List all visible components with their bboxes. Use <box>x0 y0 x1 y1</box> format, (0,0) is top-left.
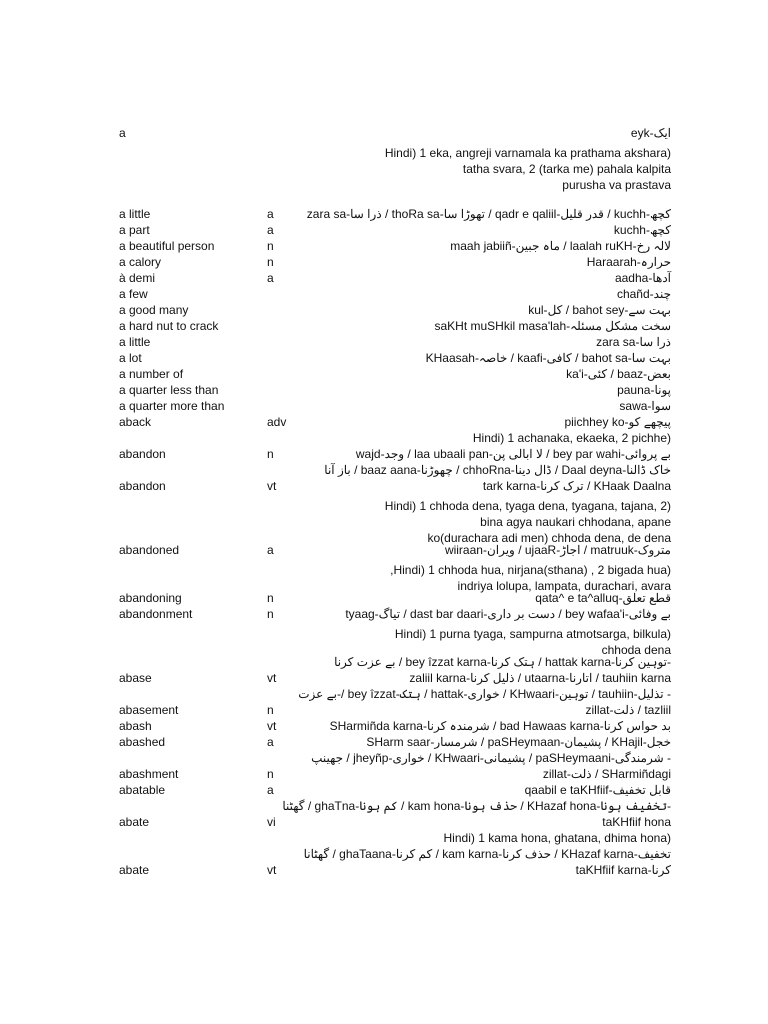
entry-part-of-speech: vt <box>267 719 277 733</box>
entry-word: abandon <box>119 479 166 493</box>
dictionary-entry <box>0 479 768 495</box>
entry-word: abasement <box>119 703 179 717</box>
entry-part-of-speech: n <box>267 591 274 605</box>
dictionary-entry <box>0 399 768 415</box>
dictionary-entry <box>0 831 768 847</box>
entry-word: a number of <box>119 367 184 381</box>
entry-word: a lot <box>119 351 142 365</box>
entry-definition-line: tatha svara, 2 (tarka me) pahala kalpita <box>462 162 671 176</box>
dictionary-entry <box>0 591 768 607</box>
entry-word: à demi <box>119 271 156 285</box>
entry-word: a <box>119 126 126 140</box>
dictionary-entry <box>0 383 768 399</box>
dictionary-entry <box>0 735 768 751</box>
dictionary-entry <box>0 799 768 815</box>
entry-word: abandoned <box>119 543 180 557</box>
dictionary-entry <box>0 303 768 319</box>
entry-definition-line: qaabil e taKHfiif-قابل تخفیف <box>524 783 671 797</box>
entry-definition-line: sawa-سوا <box>619 399 671 413</box>
entry-definition-line: piichhey ko-پیچھے کو <box>564 415 671 429</box>
dictionary-entry <box>0 783 768 799</box>
entry-part-of-speech: n <box>267 239 274 253</box>
entry-part-of-speech: n <box>267 767 274 781</box>
dictionary-entry <box>0 703 768 719</box>
dictionary-entry <box>0 655 768 671</box>
dictionary-entry <box>0 367 768 383</box>
entry-word: a beautiful person <box>119 239 215 253</box>
entry-definition-line: zara sa-ذرا سا <box>596 335 671 349</box>
entry-word: a quarter less than <box>119 383 219 397</box>
entry-definition-line: chhoda dena <box>601 643 671 657</box>
dictionary-entry <box>0 687 768 703</box>
entry-definition-line: pauna-پونا <box>617 383 671 397</box>
dictionary-entry <box>0 319 768 335</box>
entry-definition-line: Hindi) 1 chhoda dena, tyaga dena, tyagana, tajana, 2) <box>384 499 671 513</box>
entry-definition-line: kuchh-کچھ <box>613 223 671 237</box>
entry-word: a little <box>119 335 151 349</box>
entry-word: abandon <box>119 447 166 461</box>
entry-part-of-speech: n <box>267 255 274 269</box>
dictionary-entry <box>0 863 768 879</box>
entry-part-of-speech: adv <box>267 415 287 429</box>
entry-word: aback <box>119 415 152 429</box>
entry-definition-line: purusha va prastava <box>562 178 671 192</box>
dictionary-entry <box>0 671 768 687</box>
entry-definition-line: tyaag-تیاگ / dast bar daari-دست بر داری / bey wafaa'i-بے وفائی <box>345 607 671 621</box>
dictionary-entry <box>0 543 768 559</box>
dictionary-entry <box>0 207 768 223</box>
entry-definition-line: Haraarah-حرارہ <box>586 255 671 269</box>
entry-definition-line: ka'i-کئی / baaz-بعض <box>566 367 671 381</box>
dictionary-entry <box>0 751 768 767</box>
dictionary-entry <box>0 146 768 194</box>
entry-word: abase <box>119 671 152 685</box>
entry-definition-line: Hindi) 1 achanaka, ekaeka, 2 pichhe) <box>472 431 671 445</box>
entry-part-of-speech: a <box>267 271 274 285</box>
entry-definition-line: گھٹانا / ghaTaana-کم کرنا / kam karna-حذف کرنا / KHazaf karna-تخفیف <box>303 847 671 861</box>
entry-definition-line: گھٹنا / ghaTna-کم ہونا / kam hona-حذف ہونا / KHazaf hona-تخفیف ہونا- <box>282 799 671 813</box>
entry-definition-line: kul-کل / bahot sey-بہت سے <box>528 303 671 317</box>
entry-word: abate <box>119 815 150 829</box>
entry-part-of-speech: vt <box>267 671 277 685</box>
entry-word: abatable <box>119 783 166 797</box>
entry-word: a calory <box>119 255 162 269</box>
entry-definition-line: taKHfiif hona <box>602 815 671 829</box>
entry-definition-line: SHarm saar-شرمسار / paSHeymaan-پشیمان / KHajil-خجل <box>366 735 671 749</box>
entry-word: a hard nut to crack <box>119 319 219 333</box>
entry-word: abate <box>119 863 150 877</box>
entry-definition-line: chañd-چند <box>616 287 671 301</box>
dictionary-entry <box>0 815 768 831</box>
entry-word: abandonment <box>119 607 193 621</box>
entry-definition-line: جھینپ / jheyñp-خواری / KHwaari-پشیمانی / paSHeymaani-شرمندگی - <box>311 751 671 765</box>
entry-definition-line: Hindi) 1 kama hona, ghatana, dhima hona) <box>443 831 671 845</box>
entry-definition-line: wajd-وجد / laa ubaali pan-لا ابالی پن / bey par wahi-بے پروائی <box>355 447 671 461</box>
dictionary-entry <box>0 431 768 447</box>
entry-definition-line: aadha-آدھا <box>614 271 671 285</box>
entry-part-of-speech: vt <box>267 479 277 493</box>
entry-word: abandoning <box>119 591 182 605</box>
entry-word: a little <box>119 207 151 221</box>
entry-definition-line: ,Hindi) 1 chhoda hua, nirjana(sthana) , 2 bigada hua) <box>390 563 671 577</box>
entry-part-of-speech: vi <box>267 815 276 829</box>
entry-definition-line: باز آنا / baaz aana-چھوڑنا / chhoRna-ڈال دینا / Daal deyna-خاک ڈالنا <box>324 463 671 477</box>
entry-definition-line: tark karna-ترک کرنا / KHaak Daalna <box>482 479 671 493</box>
entry-definition-line: taKHfiif karna-کرنا <box>575 863 671 877</box>
entry-word: a good many <box>119 303 189 317</box>
entry-definition-line: wiiraan-ویران / ujaaR-اجاڑ / matruuk-متروک <box>444 543 671 557</box>
entry-definition-line: eyk-ایک <box>630 126 671 140</box>
dictionary-entry <box>0 239 768 255</box>
dictionary-entry <box>0 223 768 239</box>
entry-definition-line: indriya lolupa, lampata, durachari, avara <box>457 579 671 593</box>
entry-definition-line: saKHt muSHkil masa'lah-سخت مشکل مسئلہ <box>434 319 671 333</box>
entry-definition-line: maah jabiiñ-ماہ جبین / laalah ruKH-لالہ رخ <box>450 239 671 253</box>
entry-word: a part <box>119 223 150 237</box>
dictionary-entry <box>0 607 768 623</box>
entry-part-of-speech: a <box>267 783 274 797</box>
entry-part-of-speech: vt <box>267 863 277 877</box>
entry-part-of-speech: a <box>267 543 274 557</box>
entry-word: a few <box>119 287 148 301</box>
dictionary-entry <box>0 415 768 431</box>
dictionary-entry <box>0 255 768 271</box>
dictionary-entry <box>0 463 768 479</box>
dictionary-entry <box>0 847 768 863</box>
entry-part-of-speech: n <box>267 607 274 621</box>
entry-definition-line: Hindi) 1 eka, angreji varnamala ka prathama akshara) <box>384 146 671 160</box>
entry-definition-line: zara sa-ذرا سا / thoRa sa-تھوڑا سا / qadr e qaliil-قدر قلیل / kuchh-کچھ <box>306 207 671 221</box>
entry-definition-line: zillat-ذلت / tazliil <box>585 703 671 717</box>
entry-definition-line: ko(durachara adi men) chhoda dena, de dena <box>427 531 671 545</box>
entry-part-of-speech: n <box>267 703 274 717</box>
entry-part-of-speech: a <box>267 207 274 221</box>
entry-definition-line: bina agya naukari chhodana, apane <box>480 515 671 529</box>
entry-definition-line: zaliil karna-ذلیل کرنا / utaarna-اتارنا / tauhiin karna <box>409 671 671 685</box>
entry-definition-line: qata^ e ta^alluq-قطع تعلق <box>535 591 671 605</box>
entry-part-of-speech: a <box>267 735 274 749</box>
entry-definition-line: SHarmiñda karna-شرمندہ کرنا / bad Hawaas karna-بد حواس کرنا <box>329 719 671 733</box>
dictionary-entry <box>0 335 768 351</box>
entry-part-of-speech: a <box>267 223 274 237</box>
entry-definition-line: Hindi) 1 purna tyaga, sampurna atmotsarga, bilkula) <box>394 627 671 641</box>
entry-word: abashment <box>119 767 179 781</box>
entry-definition-line: KHaasah-خاصہ / kaafi-کافی / bahot sa-بہت سا <box>425 351 671 365</box>
entry-word: abashed <box>119 735 166 749</box>
entry-word: abash <box>119 719 152 733</box>
dictionary-entry <box>0 351 768 367</box>
dictionary-entry <box>0 447 768 463</box>
dictionary-entry <box>0 271 768 287</box>
entry-definition-line: zillat-ذلت / SHarmiñdagi <box>542 767 671 781</box>
dictionary-entry <box>0 287 768 303</box>
dictionary-entry <box>0 126 768 142</box>
entry-part-of-speech: n <box>267 447 274 461</box>
entry-definition-line: بے عزت-/ bey îzzat-ہتک / hattak-خواری / KHwaari-توہین / tauhiin-تذلیل - <box>298 687 671 701</box>
entry-definition-line: بے عزت کرنا / bey îzzat karna-ہتک کرنا / hattak karna-توہین کرنا- <box>334 655 671 669</box>
dictionary-entry <box>0 767 768 783</box>
dictionary-entry <box>0 719 768 735</box>
dictionary-entry <box>0 499 768 547</box>
entry-word: a quarter more than <box>119 399 225 413</box>
